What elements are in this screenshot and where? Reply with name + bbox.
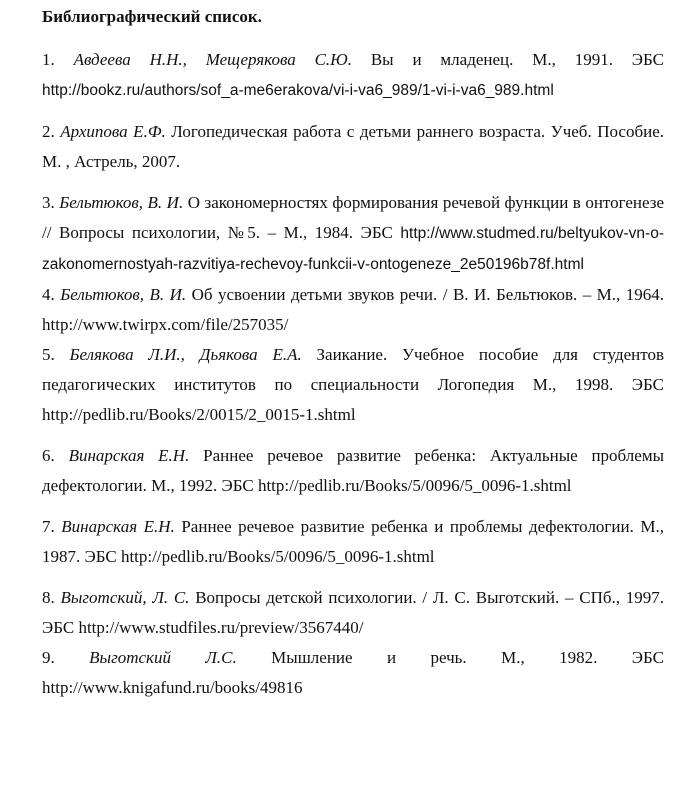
entry-text: Мышление и речь. М., 1982. ЭБС http://www.knigafund.ru/books/49816 <box>42 648 665 697</box>
entry-text: Раннее речевое развитие ребенка и проблемы дефектологии. М., 1987. ЭБС http://pedlib.ru/Books/5/0096/5_0096-1.shtml <box>42 517 665 566</box>
entry-number: 1. <box>42 50 55 69</box>
entry-url[interactable]: http://bookz.ru/authors/sof_a-me6erakova/vi-i-va6_989/1-vi-i-va6_989.html <box>42 82 554 99</box>
bibliography-entry-5 <box>42 340 664 430</box>
entry-author: Архипова Е.Ф. <box>60 122 166 141</box>
entry-author: Винарская Е.Н. <box>68 446 190 465</box>
entry-number: 3. <box>42 193 55 212</box>
entry-number: 6. <box>42 446 55 465</box>
bibliography-entry-3 <box>42 188 664 280</box>
entry-author: Авдеева Н.Н., Мещерякова С.Ю. <box>73 50 352 69</box>
bibliography-entry-2 <box>42 117 664 177</box>
bibliography-entry-8 <box>42 583 664 643</box>
entry-author: Винарская Е.Н. <box>61 517 175 536</box>
bibliography-entry-1 <box>42 45 664 106</box>
entry-number: 2. <box>42 122 55 141</box>
entry-text: Раннее речевое развитие ребенка: Актуальные проблемы дефектологии. М., 1992. ЭБС http://pedlib.ru/Books/5/0096/5_0096-1.shtml <box>42 446 664 495</box>
entry-text: Заикание. Учебное пособие для студентов педагогических институтов по специальности Логопедия М., 1998. ЭБС http://pedlib.ru/Books/2/0015/2_0015-1.shtml <box>42 345 664 424</box>
entry-number: 4. <box>42 285 55 304</box>
bibliography-entry-7 <box>42 512 664 572</box>
entry-number: 8. <box>42 588 55 607</box>
entry-author: Бельтюков, В. И. <box>60 285 187 304</box>
entry-text: Об усвоении детьми звуков речи. / В. И. Бельтюков. – М., 1964. http://www.twirpx.com/file/257035/ <box>42 285 665 334</box>
entry-url[interactable]: http://www.studmed.ru/beltyukov-vn-o-zakonomernostyah-razvitiya-rechevoy-funkcii-v-ontogeneze_2e50196b78f.html <box>42 225 664 273</box>
entry-author: Белякова Л.И., Дьякова Е.А. <box>69 345 302 364</box>
entry-number: 9. <box>42 648 55 667</box>
entry-text: Логопедическая работа с детьми раннего возраста. Учеб. Пособие. М. , Астрель, 2007. <box>42 122 665 171</box>
bibliography-entry-9 <box>42 643 664 703</box>
bibliography-entry-6 <box>42 441 664 501</box>
entry-text: О закономерностях формирования речевой функции в онтогенезе // Вопросы психологии, №5. – М., 1984. ЭБС <box>42 193 665 242</box>
entry-text: Вы и младенец. М., 1991. ЭБС <box>370 50 665 69</box>
entry-author: Бельтюков, В. И. <box>59 193 184 212</box>
entry-author: Выготский Л.С. <box>89 648 237 667</box>
entry-text: Вопросы детской психологии. / Л. С. Выготский. – СПб., 1997. ЭБС http://www.studfiles.ru/preview/3567440/ <box>42 588 665 637</box>
entry-author: Выготский, Л. С. <box>60 588 190 607</box>
entry-number: 7. <box>42 517 55 536</box>
entry-number: 5. <box>42 345 55 364</box>
bibliography-heading: Библиографический список. <box>42 7 262 26</box>
bibliography-entry-4 <box>42 280 664 340</box>
